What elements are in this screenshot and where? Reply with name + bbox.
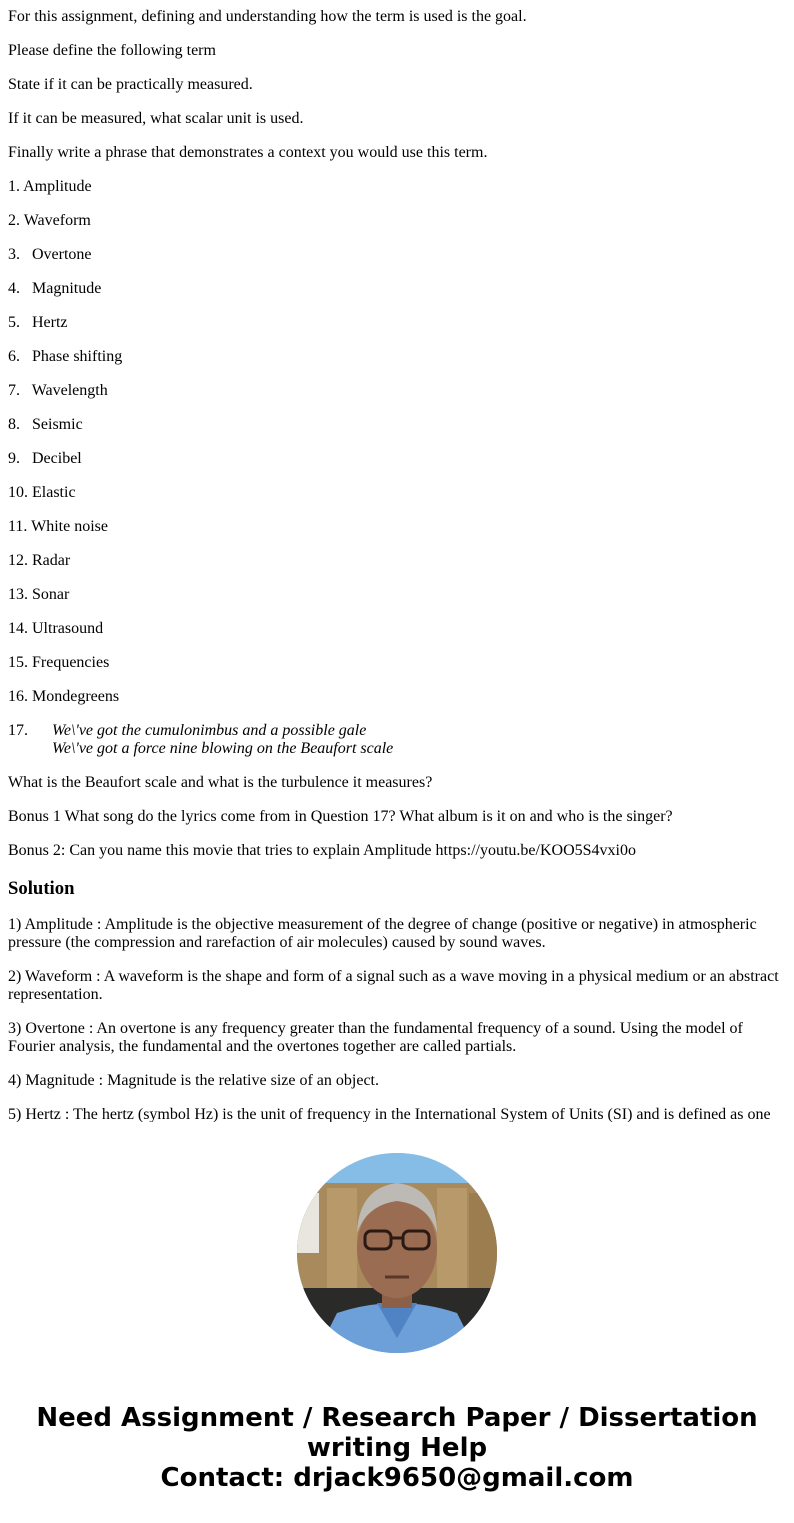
- lyric-line-2: We\'ve got a force nine blowing on the Beaufort scale: [52, 740, 394, 757]
- beaufort-question: What is the Beaufort scale and what is the turbulence it measures?: [8, 774, 433, 791]
- term-item: 8. Seismic: [8, 416, 83, 433]
- term-item: 12. Radar: [8, 552, 71, 569]
- term-item: 9. Decibel: [8, 450, 82, 467]
- bonus-2-question: Bonus 2: Can you name this movie that tries to explain Amplitude https://youtu.be/KOO5S4vxi0o: [8, 842, 636, 859]
- solution-answer-4: 4) Magnitude : Magnitude is the relative size of an object.: [8, 1072, 379, 1089]
- term-item: 7. Wavelength: [8, 382, 108, 399]
- solution-answer-3: 3) Overtone : An overtone is any frequency greater than the fundamental frequency of a sound. Using the model of Fourier analysis, the fundamental and the overtones together are called partials.: [8, 1020, 743, 1055]
- promo-banner: [0, 1403, 794, 1493]
- solution-answer-2: 2) Waveform : A waveform is the shape and form of a signal such as a wave moving in a physical medium or an abstract representation.: [8, 968, 779, 1003]
- term-item: 1. Amplitude: [8, 178, 92, 195]
- question-17-lyrics: [52, 722, 393, 758]
- promo-line-2: writing Help: [306, 1433, 488, 1463]
- intro-line-1: For this assignment, defining and understanding how the term is used is the goal.: [8, 8, 527, 25]
- question-17-number: 17.: [8, 722, 28, 739]
- term-item: 3. Overtone: [8, 246, 92, 263]
- promo-line-1: Need Assignment / Research Paper / Dissertation: [36, 1403, 758, 1433]
- intro-line-2: Please define the following term: [8, 42, 216, 59]
- author-portrait-icon: [297, 1153, 497, 1353]
- solution-heading: Solution: [8, 878, 75, 899]
- terms-list: [8, 178, 786, 706]
- term-item: 11. White noise: [8, 518, 108, 535]
- term-item: 13. Sonar: [8, 586, 70, 603]
- bonus-1-question: Bonus 1 What song do the lyrics come from in Question 17? What album is it on and who is the singer?: [8, 808, 673, 825]
- promo-contact: Contact: drjack9650@gmail.com: [160, 1463, 634, 1493]
- intro-line-5: Finally write a phrase that demonstrates a context you would use this term.: [8, 144, 488, 161]
- term-item: 5. Hertz: [8, 314, 68, 331]
- term-item: 4. Magnitude: [8, 280, 102, 297]
- term-item: 2. Waveform: [8, 212, 91, 229]
- intro-line-4: If it can be measured, what scalar unit is used.: [8, 110, 304, 127]
- term-item: 14. Ultrasound: [8, 620, 104, 637]
- author-avatar: [297, 1153, 497, 1353]
- document-content: [8, 0, 786, 1122]
- term-item: 6. Phase shifting: [8, 348, 123, 365]
- lyric-line-1: We\'ve got the cumulonimbus and a possible gale: [52, 722, 367, 739]
- term-item: 10. Elastic: [8, 484, 76, 501]
- intro-line-3: State if it can be practically measured.: [8, 76, 253, 93]
- solution-answer-1: 1) Amplitude : Amplitude is the objective measurement of the degree of change (positive or negative) in atmospheric pressure (the compression and rarefaction of air molecules) caused by sound waves.: [8, 916, 757, 951]
- solution-answer-5: 5) Hertz : The hertz (symbol Hz) is the unit of frequency in the International System of Units (SI) and is defined as one: [8, 1106, 771, 1122]
- term-item: 16. Mondegreens: [8, 688, 120, 705]
- term-item: 15. Frequencies: [8, 654, 110, 671]
- question-17: [8, 722, 786, 758]
